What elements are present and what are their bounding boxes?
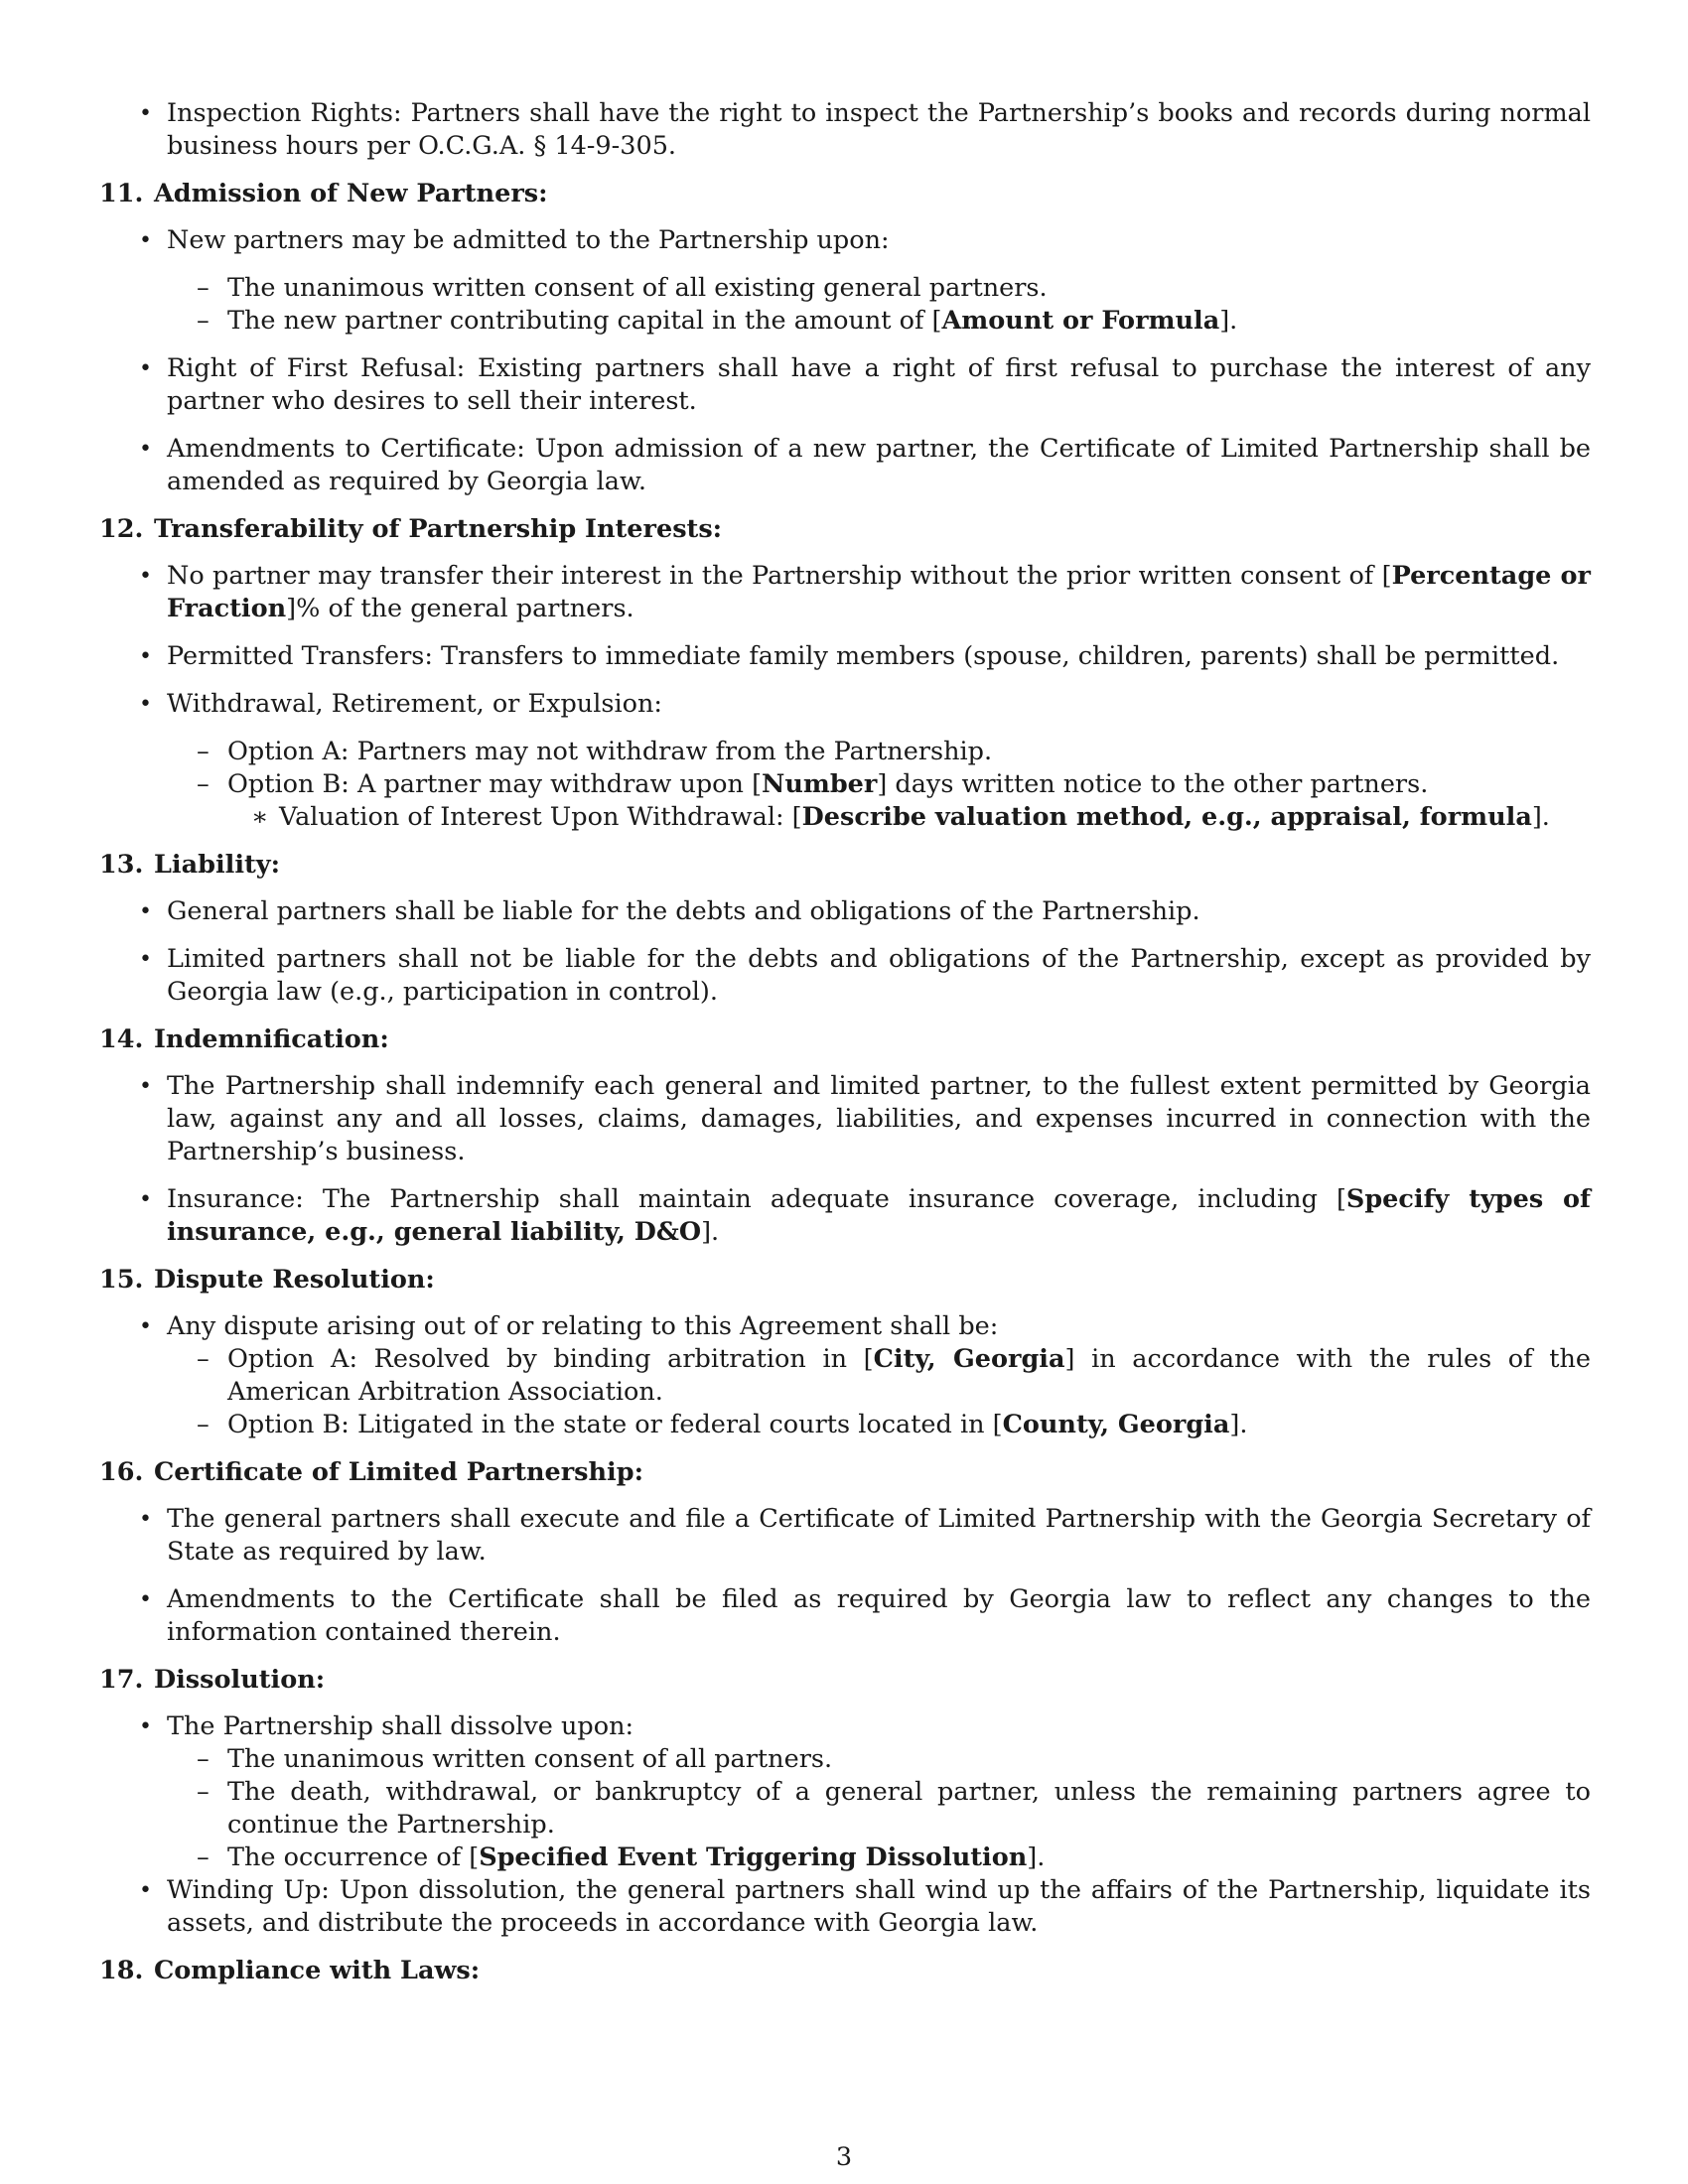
section-title: Liability: bbox=[154, 850, 281, 880]
section-title: Dispute Resolution: bbox=[154, 1265, 435, 1295]
dash-icon: – bbox=[197, 769, 210, 799]
dash-icon: – bbox=[197, 1843, 210, 1872]
sublist-item-text-end: ]. bbox=[1229, 1410, 1248, 1439]
section-heading-17 bbox=[99, 1664, 1591, 1697]
section-number: 18. bbox=[99, 1956, 144, 1985]
section-number: 12. bbox=[99, 514, 144, 544]
bullet-icon: • bbox=[139, 564, 152, 589]
sublist-item-text-end: ] days written notice to the other partners. bbox=[877, 769, 1429, 799]
bullet-icon: • bbox=[139, 1878, 152, 1903]
dash-icon: – bbox=[197, 1344, 210, 1374]
section-number: 13. bbox=[99, 850, 144, 880]
dash-icon: – bbox=[197, 273, 210, 303]
section-title: Transferability of Partnership Interests: bbox=[154, 514, 723, 544]
sublist-item bbox=[167, 736, 1591, 768]
placeholder-event: Specified Event Triggering Dissolution bbox=[479, 1843, 1028, 1872]
list-item bbox=[99, 97, 1591, 163]
list-item-text-end: ]. bbox=[701, 1217, 720, 1247]
list-item-text: Right of First Refusal: Existing partners shall have a right of first refusal to purchase the interest of any partner who desires to sell their interest. bbox=[167, 353, 1591, 416]
placeholder-number: Number bbox=[762, 769, 878, 799]
section-title: Certificate of Limited Partnership: bbox=[154, 1457, 643, 1487]
list-item bbox=[99, 688, 1591, 834]
list-item-text: General partners shall be liable for the debts and obligations of the Partnership. bbox=[167, 896, 1200, 926]
placeholder-county: County, Georgia bbox=[1002, 1410, 1230, 1439]
placeholder-amount: Amount or Formula bbox=[941, 306, 1220, 336]
list-item-text: Amendments to the Certificate shall be filed as required by Georgia law to reflect any changes to the information contained therein. bbox=[167, 1584, 1591, 1647]
section-number: 17. bbox=[99, 1665, 144, 1695]
sublist-item bbox=[167, 1842, 1591, 1874]
sublist-item-text: Option B: Litigated in the state or federal courts located in [ bbox=[227, 1410, 1003, 1439]
list-item bbox=[99, 224, 1591, 338]
placeholder-percentage: Percentage or Fraction bbox=[167, 561, 1591, 623]
dash-icon: – bbox=[197, 737, 210, 766]
document-page bbox=[99, 97, 1591, 2001]
sublist bbox=[167, 1743, 1591, 1874]
sublist-item bbox=[167, 272, 1591, 305]
list-item bbox=[99, 943, 1591, 1009]
subsublist bbox=[227, 801, 1591, 834]
section-heading-15 bbox=[99, 1264, 1591, 1297]
bullet-icon: • bbox=[139, 1314, 152, 1339]
section-number: 14. bbox=[99, 1024, 144, 1054]
section-16-list bbox=[99, 1503, 1591, 1649]
dash-icon: – bbox=[197, 1410, 210, 1439]
list-item-text: Amendments to Certificate: Upon admission of a new partner, the Certificate of Limited Partnership shall be amended as required by Georgia law. bbox=[167, 434, 1591, 496]
section-title: Dissolution: bbox=[154, 1665, 326, 1695]
section-11-list bbox=[99, 224, 1591, 498]
sublist-item-text-end: ]. bbox=[1027, 1843, 1046, 1872]
section-number: 15. bbox=[99, 1265, 144, 1295]
list-item-text: Withdrawal, Retirement, or Expulsion: bbox=[167, 689, 662, 719]
bullet-icon: • bbox=[139, 1507, 152, 1532]
list-item-text: Insurance: The Partnership shall maintain adequate insurance coverage, including [ bbox=[167, 1184, 1346, 1214]
sublist-item-text: The unanimous written consent of all partners. bbox=[227, 1744, 833, 1774]
bullet-icon: • bbox=[139, 101, 152, 126]
placeholder-insurance: Specify types of insurance, e.g., general liability, D&O bbox=[167, 1184, 1591, 1247]
sublist-item-text: Option B: A partner may withdraw upon [ bbox=[227, 769, 763, 799]
dash-icon: – bbox=[197, 1744, 210, 1774]
section-number: 11. bbox=[99, 179, 144, 208]
bullet-icon: • bbox=[139, 1187, 152, 1212]
section-heading-18 bbox=[99, 1955, 1591, 1987]
list-item bbox=[99, 640, 1591, 673]
sublist bbox=[167, 736, 1591, 834]
subsublist-item-text: Valuation of Interest Upon Withdrawal: [ bbox=[279, 802, 802, 832]
bullet-icon: • bbox=[139, 692, 152, 717]
sublist-item bbox=[167, 305, 1591, 338]
sublist-item-text-end: ]. bbox=[1219, 306, 1238, 336]
list-item-text: The general partners shall execute and file a Certificate of Limited Partnership with the Georgia Secretary of State as required by law. bbox=[167, 1504, 1591, 1567]
section-title: Admission of New Partners: bbox=[154, 179, 548, 208]
list-item bbox=[99, 1583, 1591, 1649]
section-13-list bbox=[99, 895, 1591, 1009]
sublist-item bbox=[167, 1343, 1591, 1409]
sublist bbox=[167, 272, 1591, 338]
section-heading-16 bbox=[99, 1456, 1591, 1489]
section-title: Compliance with Laws: bbox=[154, 1956, 481, 1985]
placeholder-valuation: Describe valuation method, e.g., appraisal, formula bbox=[801, 802, 1532, 832]
placeholder-city: City, Georgia bbox=[873, 1344, 1065, 1374]
section-number: 16. bbox=[99, 1457, 144, 1487]
sublist-item-text: The unanimous written consent of all existing general partners. bbox=[227, 273, 1048, 303]
sublist-item bbox=[167, 1743, 1591, 1776]
list-item bbox=[99, 560, 1591, 625]
subsublist-item-text-end: ]. bbox=[1531, 802, 1550, 832]
section-title: Indemnification: bbox=[154, 1024, 389, 1054]
list-item bbox=[99, 1070, 1591, 1168]
bullet-icon: • bbox=[139, 899, 152, 924]
list-item-text: New partners may be admitted to the Partnership upon: bbox=[167, 225, 890, 255]
list-item bbox=[99, 1710, 1591, 1874]
sublist-item bbox=[167, 1776, 1591, 1842]
list-item-text: Winding Up: Upon dissolution, the general partners shall wind up the affairs of the Partnership, liquidate its assets, and distribute the proceeds in accordance with Georgia law. bbox=[167, 1875, 1591, 1938]
list-item-text: No partner may transfer their interest in the Partnership without the prior written consent of [ bbox=[167, 561, 1392, 591]
sublist-item-text: Option A: Partners may not withdraw from the Partnership. bbox=[227, 737, 993, 766]
list-item-text: The Partnership shall dissolve upon: bbox=[167, 1711, 634, 1741]
section-heading-11 bbox=[99, 178, 1591, 210]
bullet-icon: • bbox=[139, 947, 152, 972]
sublist-item-text: The new partner contributing capital in the amount of [ bbox=[227, 306, 942, 336]
asterisk-icon: ∗ bbox=[251, 802, 269, 832]
section-17-list bbox=[99, 1710, 1591, 1940]
sublist-item-text: The death, withdrawal, or bankruptcy of a general partner, unless the remaining partners agree to continue the Partnership. bbox=[227, 1777, 1591, 1840]
section-14-list bbox=[99, 1070, 1591, 1249]
bullet-icon: • bbox=[139, 437, 152, 462]
bullet-icon: • bbox=[139, 356, 152, 381]
list-item bbox=[99, 895, 1591, 928]
list-item-text: Permitted Transfers: Transfers to immediate family members (spouse, children, parents) shall be permitted. bbox=[167, 641, 1560, 671]
dash-icon: – bbox=[197, 1777, 210, 1807]
list-item-text: Limited partners shall not be liable for the debts and obligations of the Partnership, except as provided by Georgia law (e.g., participation in control). bbox=[167, 944, 1591, 1007]
bullet-icon: • bbox=[139, 1587, 152, 1612]
section-heading-14 bbox=[99, 1024, 1591, 1056]
list-item bbox=[99, 1874, 1591, 1940]
dash-icon: – bbox=[197, 306, 210, 336]
sublist-item bbox=[167, 768, 1591, 834]
list-item-text-end: ]% of the general partners. bbox=[286, 594, 634, 623]
section-heading-12 bbox=[99, 513, 1591, 546]
list-item-text: Any dispute arising out of or relating to this Agreement shall be: bbox=[167, 1311, 999, 1341]
list-item bbox=[99, 1183, 1591, 1249]
list-item bbox=[99, 1503, 1591, 1569]
sublist bbox=[167, 1343, 1591, 1441]
section-heading-13 bbox=[99, 849, 1591, 882]
sublist-item-text: The occurrence of [ bbox=[227, 1843, 480, 1872]
page-number: 3 bbox=[835, 2142, 853, 2172]
inspection-rights-text: Inspection Rights: Partners shall have the right to inspect the Partnership’s books and records during normal business hours per O.C.G.A. § 14-9-305. bbox=[167, 98, 1591, 161]
list-item bbox=[99, 1310, 1591, 1441]
section-15-list bbox=[99, 1310, 1591, 1441]
sublist-item-text-end: ] in accordance with the rules of the American Arbitration Association. bbox=[227, 1344, 1591, 1407]
bullet-icon: • bbox=[139, 1714, 152, 1739]
bullet-icon: • bbox=[139, 228, 152, 253]
bullet-icon: • bbox=[139, 1074, 152, 1099]
bullet-icon: • bbox=[139, 644, 152, 669]
subsublist-item bbox=[227, 801, 1591, 834]
list-item bbox=[99, 433, 1591, 498]
sublist-item-text: Option A: Resolved by binding arbitration in [ bbox=[227, 1344, 874, 1374]
list-item-text: The Partnership shall indemnify each general and limited partner, to the fullest extent permitted by Georgia law, against any and all losses, claims, damages, liabilities, and expenses incurred in connection with the Partnership’s business. bbox=[167, 1071, 1591, 1166]
list-item bbox=[99, 352, 1591, 418]
section-12-list bbox=[99, 560, 1591, 834]
section-10-list bbox=[99, 97, 1591, 163]
sublist-item bbox=[167, 1409, 1591, 1441]
